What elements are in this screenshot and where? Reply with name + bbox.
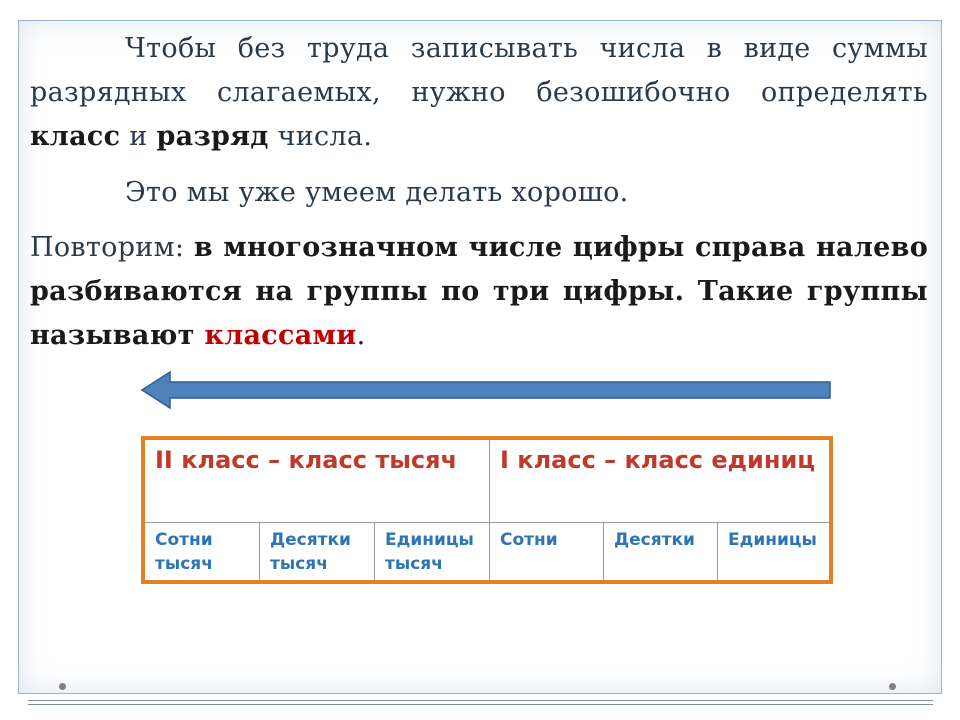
cell-units-thousands: Единицы тысяч [375,523,490,580]
intro-text: Чтобы без труда записывать числа в виде суммы разрядных слагаемых, нужно безошибочно определять [30,33,928,108]
paragraph-rule [30,226,928,358]
cell-hundreds: Сотни [490,523,604,580]
rule-text: в многозначном числе цифры справа налево разбиваются на группы по три цифры. Такие группы называют [30,232,929,351]
arrow-left-icon [140,368,834,414]
rule-end: . [356,320,366,351]
decor-dot-right [889,683,896,690]
class-table [141,436,833,584]
cell-units: Единицы [728,530,817,550]
header-thousands-class: II класс – класс тысяч [145,440,490,522]
footer-rule-bottom [28,704,933,705]
skill-text: Это мы уже умеем делать хорошо. [125,177,629,208]
footer-rule-top [28,700,933,701]
term-rank: разряд [156,121,269,152]
cell-hundreds-thousands: Сотни тысяч [145,523,260,580]
cell-tens: Десятки [604,523,718,580]
intro-end: числа. [268,121,373,152]
intro-conjunction: и [120,121,157,152]
cell-tens-thousands: Десятки тысяч [260,523,375,580]
decor-dot-left [59,683,66,690]
rule-lead: Повторим: [30,232,194,263]
term-classes: классами [204,320,357,351]
header-units-class: I класс – класс единиц [500,446,816,474]
term-class: класс [30,121,121,152]
paragraph-skill [30,171,928,215]
paragraph-intro [30,27,928,159]
